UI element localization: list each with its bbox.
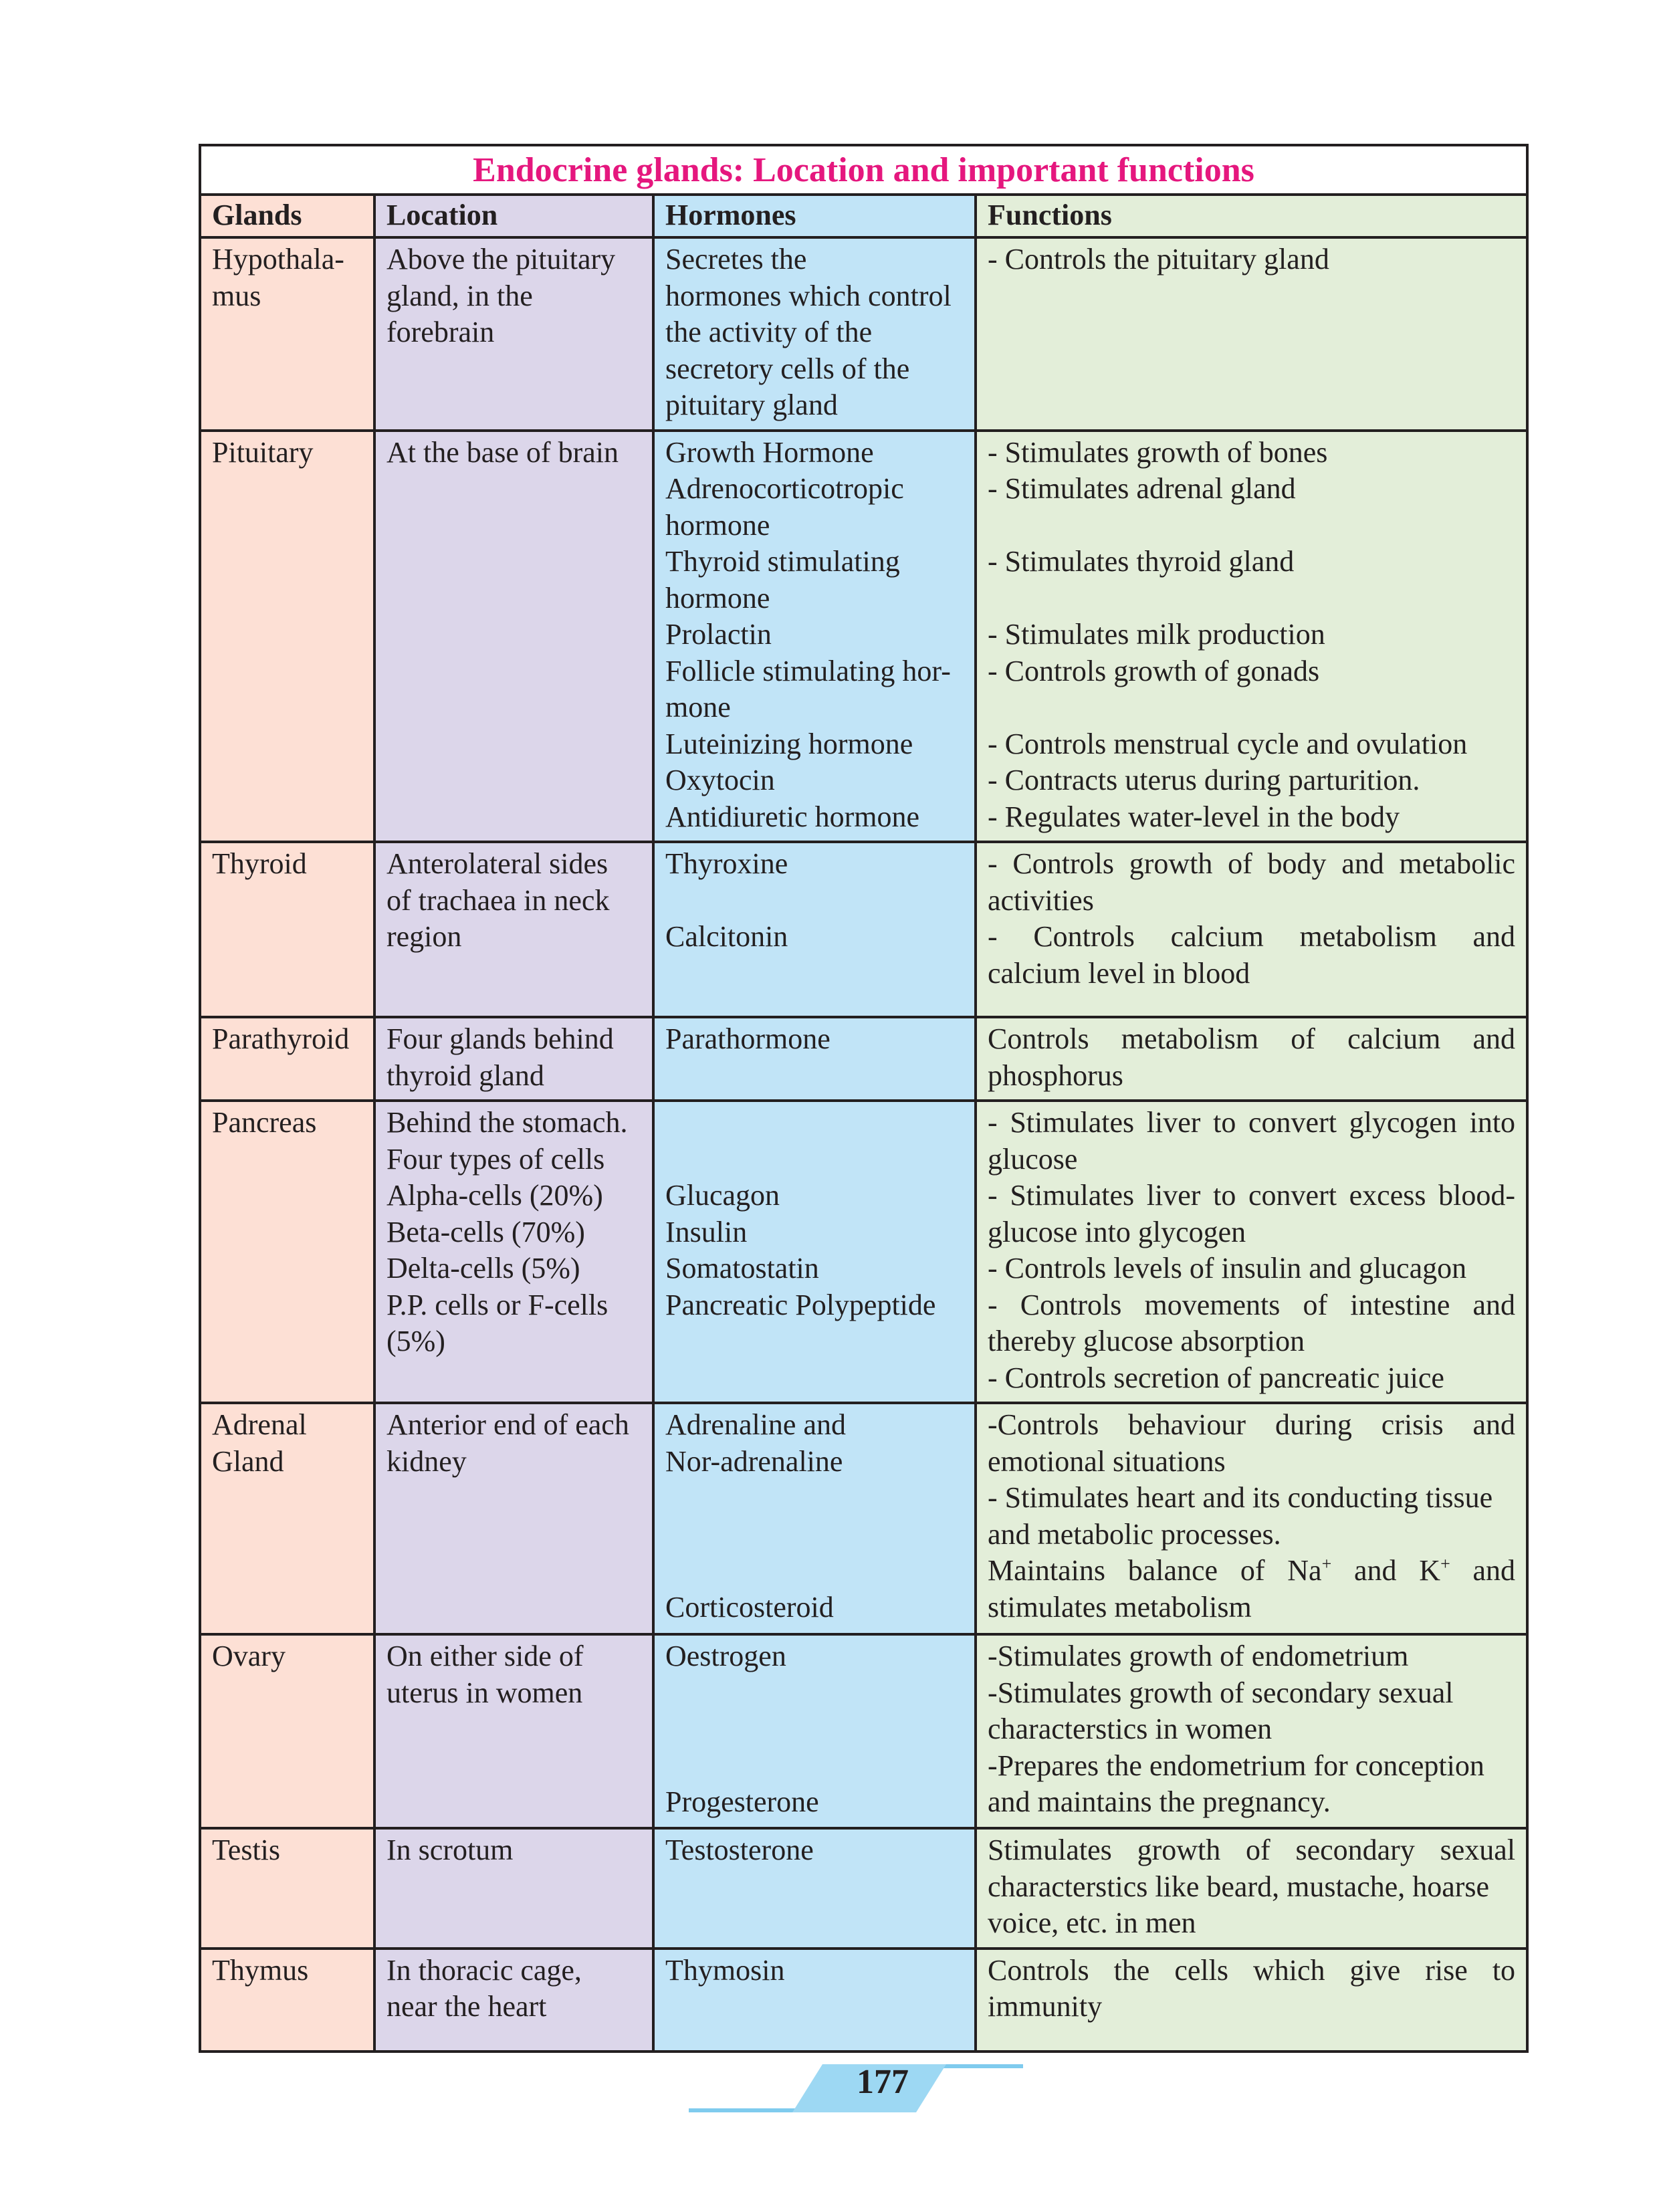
table-row xyxy=(200,431,1527,843)
na-superscript: + xyxy=(1321,1554,1332,1573)
cell-line: Beta-cells (70%) xyxy=(386,1215,585,1248)
cell-line: - Controls growth of gonads xyxy=(988,654,1320,687)
cell-line: Adrenaline and xyxy=(665,1408,846,1441)
functions-cell xyxy=(976,237,1527,431)
cell-line: - Controls the pituitary gland xyxy=(988,243,1329,275)
cell-line: Ovary xyxy=(212,1640,286,1672)
cell-line: immunity xyxy=(988,1990,1103,2023)
cell-line: Oxytocin xyxy=(665,764,775,796)
cell-line: Prolactin xyxy=(665,618,772,651)
cell-line: - Controls levels of insulin and glucagon xyxy=(988,1252,1467,1285)
hormones-cell xyxy=(653,1828,976,1949)
functions-cell xyxy=(976,1017,1527,1101)
functions-cell xyxy=(976,1403,1527,1634)
cell-line: region xyxy=(386,920,462,953)
table-row xyxy=(200,237,1527,431)
page-number-badge xyxy=(689,2062,1023,2115)
cell-line: Adrenal xyxy=(212,1408,307,1441)
cell-line: Parathormone xyxy=(665,1022,831,1055)
cell-line: Pancreas xyxy=(212,1106,317,1139)
hormones-cell xyxy=(653,842,976,1017)
cell-line: Gland xyxy=(212,1444,284,1478)
cell-line: -Stimulates growth of secondary sexual xyxy=(988,1676,1454,1709)
cell-line: - Controls menstrual cycle and ovulation xyxy=(988,727,1468,760)
gland-cell xyxy=(200,1017,374,1101)
cell-line: Luteinizing hormone xyxy=(665,727,913,760)
gland-cell xyxy=(200,431,374,843)
table-row xyxy=(200,1949,1527,2052)
cell-line: glucose into glycogen xyxy=(988,1215,1246,1248)
cell-line: thyroid gland xyxy=(386,1059,544,1092)
cell-line: mus xyxy=(212,279,261,312)
cell-line: Nor-adrenaline xyxy=(665,1444,843,1478)
cell-line xyxy=(988,508,1515,544)
hormones-cell xyxy=(653,431,976,843)
cell-line: phosphorus xyxy=(988,1059,1123,1092)
cell-line: Corticosteroid xyxy=(665,1590,834,1624)
cell-line: Hypothala- xyxy=(212,243,344,275)
cell-line: - Stimulates adrenal gland xyxy=(988,472,1296,505)
location-cell xyxy=(374,1634,653,1828)
cell-line: hormone xyxy=(665,581,770,615)
cell-line xyxy=(665,1141,964,1178)
functions-cell xyxy=(976,842,1527,1017)
cell-line: uterus in women xyxy=(386,1676,583,1709)
cell-line: Controls the cells which give rise to xyxy=(988,1953,1516,1987)
cell-line: voice, etc. in men xyxy=(988,1906,1196,1939)
table-row xyxy=(200,842,1527,1017)
cell-line: Secretes the xyxy=(665,243,807,275)
gland-cell xyxy=(200,842,374,1017)
cell-line xyxy=(665,1748,964,1785)
table-row xyxy=(200,1101,1527,1403)
cell-line: Controls metabolism of calcium and xyxy=(988,1022,1516,1055)
na-k-text-before: Maintains balance of Na xyxy=(988,1554,1322,1587)
cell-line: the activity of the xyxy=(665,316,873,348)
hormones-cell xyxy=(653,1101,976,1403)
cell-line: - Stimulates liver to convert glycogen into xyxy=(988,1106,1516,1139)
cell-line: Thyroid xyxy=(212,847,307,880)
cell-line: -Prepares the endometrium for conception xyxy=(988,1749,1484,1782)
cell-line: Above the pituitary xyxy=(386,243,616,275)
table-row xyxy=(200,1403,1527,1634)
na-k-balance-line xyxy=(988,1553,1515,1589)
cell-line: mone xyxy=(665,691,731,724)
cell-line: Somatostatin xyxy=(665,1252,819,1285)
cell-line: In scrotum xyxy=(386,1834,514,1866)
cell-line: hormone xyxy=(665,508,770,542)
cell-line: Thyroid stimulating xyxy=(665,545,900,578)
cell-line: -Controls behaviour during crisis and xyxy=(988,1408,1516,1441)
cell-line: In thoracic cage, xyxy=(386,1953,582,1987)
table-row xyxy=(200,1017,1527,1101)
cell-line: Thyroxine xyxy=(665,847,788,880)
hormones-cell xyxy=(653,1017,976,1101)
cell-line: - Controls calcium metabolism and xyxy=(988,920,1516,953)
cell-line: Thymus xyxy=(212,1953,309,1987)
hormones-cell xyxy=(653,237,976,431)
cell-line: hormones which control xyxy=(665,279,952,312)
cell-line: Delta-cells (5%) xyxy=(386,1252,580,1285)
cell-line: P.P. cells or F-cells xyxy=(386,1288,609,1321)
table-row xyxy=(200,1634,1527,1828)
na-k-text-after: and xyxy=(1450,1554,1516,1587)
cell-line xyxy=(665,1553,964,1589)
cell-line: pituitary gland xyxy=(665,389,838,421)
cell-line: Calcitonin xyxy=(665,920,788,953)
cell-line: Four glands behind xyxy=(386,1022,614,1055)
cell-line: - Contracts uterus during parturition. xyxy=(988,764,1420,796)
endocrine-table-container xyxy=(199,144,1526,2053)
header-location: Location xyxy=(374,195,653,237)
cell-line xyxy=(988,580,1515,617)
cell-line: - Stimulates thyroid gland xyxy=(988,545,1295,578)
cell-line: Follicle stimulating hor- xyxy=(665,654,951,687)
gland-cell xyxy=(200,1949,374,2052)
cell-line: Insulin xyxy=(665,1215,748,1248)
k-superscript: + xyxy=(1440,1554,1450,1573)
cell-line: - Controls movements of intestine and xyxy=(988,1288,1516,1321)
cell-line: glucose xyxy=(988,1142,1078,1176)
page-number: 177 xyxy=(857,2063,909,2101)
location-cell xyxy=(374,237,653,431)
gland-cell xyxy=(200,1634,374,1828)
cell-line: characterstics like beard, mustache, hoarse xyxy=(988,1870,1490,1903)
functions-cell xyxy=(976,1101,1527,1403)
cell-line: Glucagon xyxy=(665,1179,780,1212)
location-cell xyxy=(374,431,653,843)
gland-cell xyxy=(200,237,374,431)
cell-line xyxy=(665,1675,964,1712)
cell-line: At the base of brain xyxy=(386,435,619,469)
hormones-cell xyxy=(653,1949,976,2052)
cell-line: characterstics in women xyxy=(988,1712,1273,1745)
location-cell xyxy=(374,1017,653,1101)
cell-line: Adrenocorticotropic xyxy=(665,472,904,505)
cell-line xyxy=(665,1105,964,1141)
cell-line: Stimulates growth of secondary sexual xyxy=(988,1834,1516,1866)
table-row xyxy=(200,1828,1527,1949)
cell-line: - Stimulates liver to convert excess blood- xyxy=(988,1179,1516,1212)
cell-line: secretory cells of the xyxy=(665,352,910,385)
gland-cell xyxy=(200,1828,374,1949)
header-functions: Functions xyxy=(976,195,1527,237)
functions-cell xyxy=(976,1828,1527,1949)
hormones-cell xyxy=(653,1403,976,1634)
gland-cell xyxy=(200,1101,374,1403)
cell-line: Antidiuretic hormone xyxy=(665,800,920,833)
cell-line xyxy=(665,883,964,919)
cell-line: Anterior end of each xyxy=(386,1408,629,1441)
cell-line xyxy=(988,689,1515,726)
cell-line: near the heart xyxy=(386,1990,547,2023)
cell-line: Progesterone xyxy=(665,1785,819,1818)
table-title: Endocrine glands: Location and important functions xyxy=(200,145,1527,195)
functions-cell xyxy=(976,431,1527,843)
cell-line xyxy=(665,1711,964,1748)
functions-cell xyxy=(976,1949,1527,2052)
cell-line: activities xyxy=(988,883,1094,917)
cell-line: Alpha-cells (20%) xyxy=(386,1179,603,1212)
cell-line: Oestrogen xyxy=(665,1640,786,1672)
location-cell xyxy=(374,842,653,1017)
cell-line: and metabolic processes. xyxy=(988,1517,1281,1551)
cell-line: Testis xyxy=(212,1834,281,1866)
header-hormones: Hormones xyxy=(653,195,976,237)
cell-line: forebrain xyxy=(386,316,495,348)
cell-line: Testosterone xyxy=(665,1834,814,1866)
cell-line: Anterolateral sides xyxy=(386,847,609,880)
cell-line: - Regulates water-level in the body xyxy=(988,800,1400,833)
cell-line: Parathyroid xyxy=(212,1022,350,1055)
cell-line: Thymosin xyxy=(665,1953,785,1987)
cell-line: kidney xyxy=(386,1444,467,1478)
endocrine-table xyxy=(199,144,1529,2053)
cell-line xyxy=(665,1517,964,1553)
location-cell xyxy=(374,1403,653,1634)
cell-line: thereby glucose absorption xyxy=(988,1325,1305,1357)
cell-line: (5%) xyxy=(386,1325,445,1357)
gland-cell xyxy=(200,1403,374,1634)
na-k-text-middle: and K xyxy=(1331,1554,1441,1587)
cell-line: calcium level in blood xyxy=(988,956,1250,990)
header-glands: Glands xyxy=(200,195,374,237)
cell-line: of trachaea in neck xyxy=(386,883,610,917)
cell-line: Behind the stomach. xyxy=(386,1106,628,1139)
location-cell xyxy=(374,1828,653,1949)
location-cell xyxy=(374,1101,653,1403)
cell-line: Pancreatic Polypeptide xyxy=(665,1288,936,1321)
cell-line: Pituitary xyxy=(212,435,314,469)
hormones-cell xyxy=(653,1634,976,1828)
cell-line: - Controls secretion of pancreatic juice xyxy=(988,1361,1444,1394)
cell-line xyxy=(665,1480,964,1517)
cell-line: On either side of xyxy=(386,1640,584,1672)
cell-line: emotional situations xyxy=(988,1444,1226,1478)
cell-line: stimulates metabolism xyxy=(988,1590,1252,1624)
cell-line: - Controls growth of body and metabolic xyxy=(988,847,1516,880)
location-cell xyxy=(374,1949,653,2052)
cell-line: Growth Hormone xyxy=(665,435,874,469)
cell-line: - Stimulates milk production xyxy=(988,618,1325,651)
cell-line: - Stimulates heart and its conducting tissue xyxy=(988,1481,1493,1514)
cell-line: - Stimulates growth of bones xyxy=(988,435,1328,469)
functions-cell xyxy=(976,1634,1527,1828)
cell-line: -Stimulates growth of endometrium xyxy=(988,1640,1409,1672)
cell-line: gland, in the xyxy=(386,279,533,312)
cell-line: Four types of cells xyxy=(386,1142,605,1176)
cell-line: and maintains the pregnancy. xyxy=(988,1785,1331,1818)
